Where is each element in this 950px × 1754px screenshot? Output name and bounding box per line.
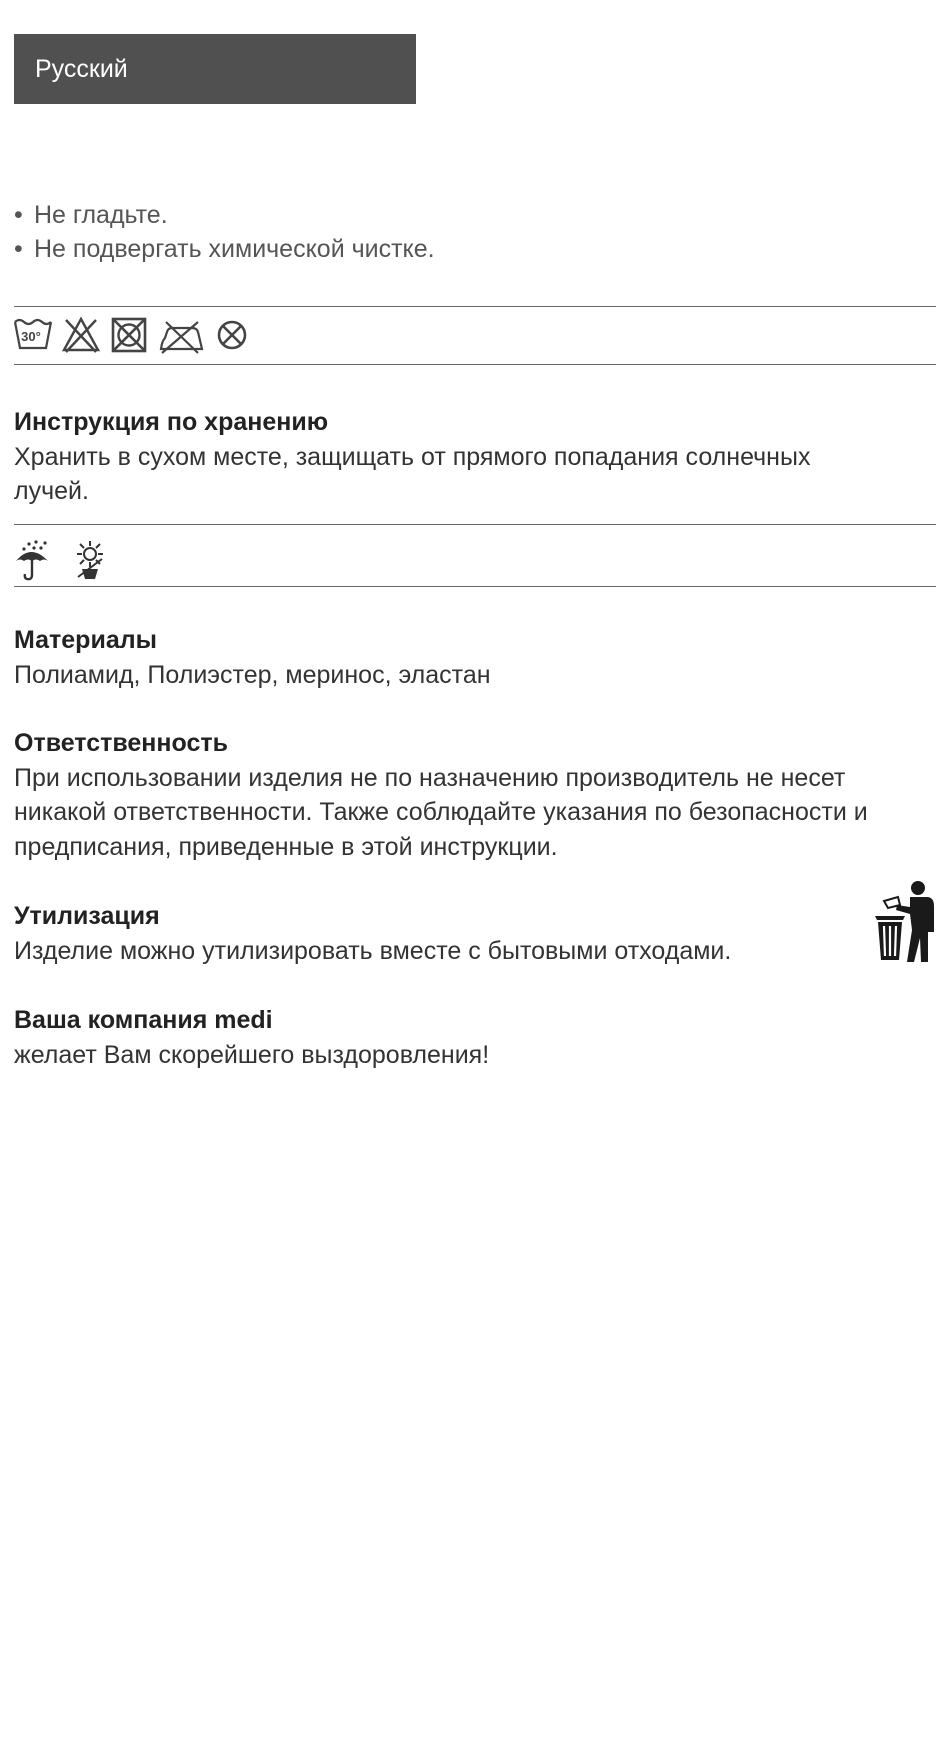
bullet: • xyxy=(14,201,23,229)
storage-text: Хранить в сухом месте, защищать от прямого попадания солнечных лучей. xyxy=(14,442,811,505)
liability-title: Ответственность xyxy=(14,729,228,757)
divider xyxy=(14,364,936,365)
care-symbols-row xyxy=(14,316,260,354)
list-item xyxy=(14,198,435,232)
disposal-section xyxy=(14,899,854,968)
household-waste-icon xyxy=(872,880,938,964)
disposal-text: Изделие можно утилизировать вместе с бытовыми отходами. xyxy=(14,936,732,965)
no-tumble-dry-icon xyxy=(110,316,148,354)
keep-away-from-sunlight-icon xyxy=(70,539,110,581)
care-notes-list xyxy=(14,198,435,266)
no-dry-clean-icon xyxy=(214,316,250,354)
storage-title: Инструкция по хранению xyxy=(14,408,329,436)
keep-dry-icon xyxy=(14,539,50,581)
liability-section xyxy=(14,726,944,864)
divider xyxy=(14,586,936,587)
storage-section xyxy=(14,405,944,509)
care-note-no-dry-clean: Не подвергать химической чистке. xyxy=(34,235,435,263)
care-note-no-iron: Не гладьте. xyxy=(34,201,168,229)
disposal-title: Утилизация xyxy=(14,902,160,930)
language-tab[interactable]: Русский xyxy=(14,34,416,104)
divider xyxy=(14,306,936,307)
wash-30-icon xyxy=(14,316,52,354)
closing-title: Ваша компания medi xyxy=(14,1006,273,1034)
bullet: • xyxy=(14,235,23,263)
list-item xyxy=(14,232,435,266)
closing-section xyxy=(14,1003,944,1072)
materials-section xyxy=(14,623,944,692)
no-bleach-icon xyxy=(62,316,100,354)
wash-temperature-label: 30° xyxy=(21,329,41,344)
materials-text: Полиамид, Полиэстер, меринос, эластан xyxy=(14,660,491,689)
no-iron-icon xyxy=(158,316,204,354)
liability-text: При использовании изделия не по назначению производитель не несет никакой ответственности. Также соблюдайте указания по безопасности и предписания, приведенные в этой инструкции. xyxy=(14,763,868,861)
divider xyxy=(14,524,936,525)
closing-text: желает Вам скорейшего выздоровления! xyxy=(14,1040,490,1069)
storage-symbols-row xyxy=(14,539,120,581)
materials-title: Материалы xyxy=(14,626,157,654)
